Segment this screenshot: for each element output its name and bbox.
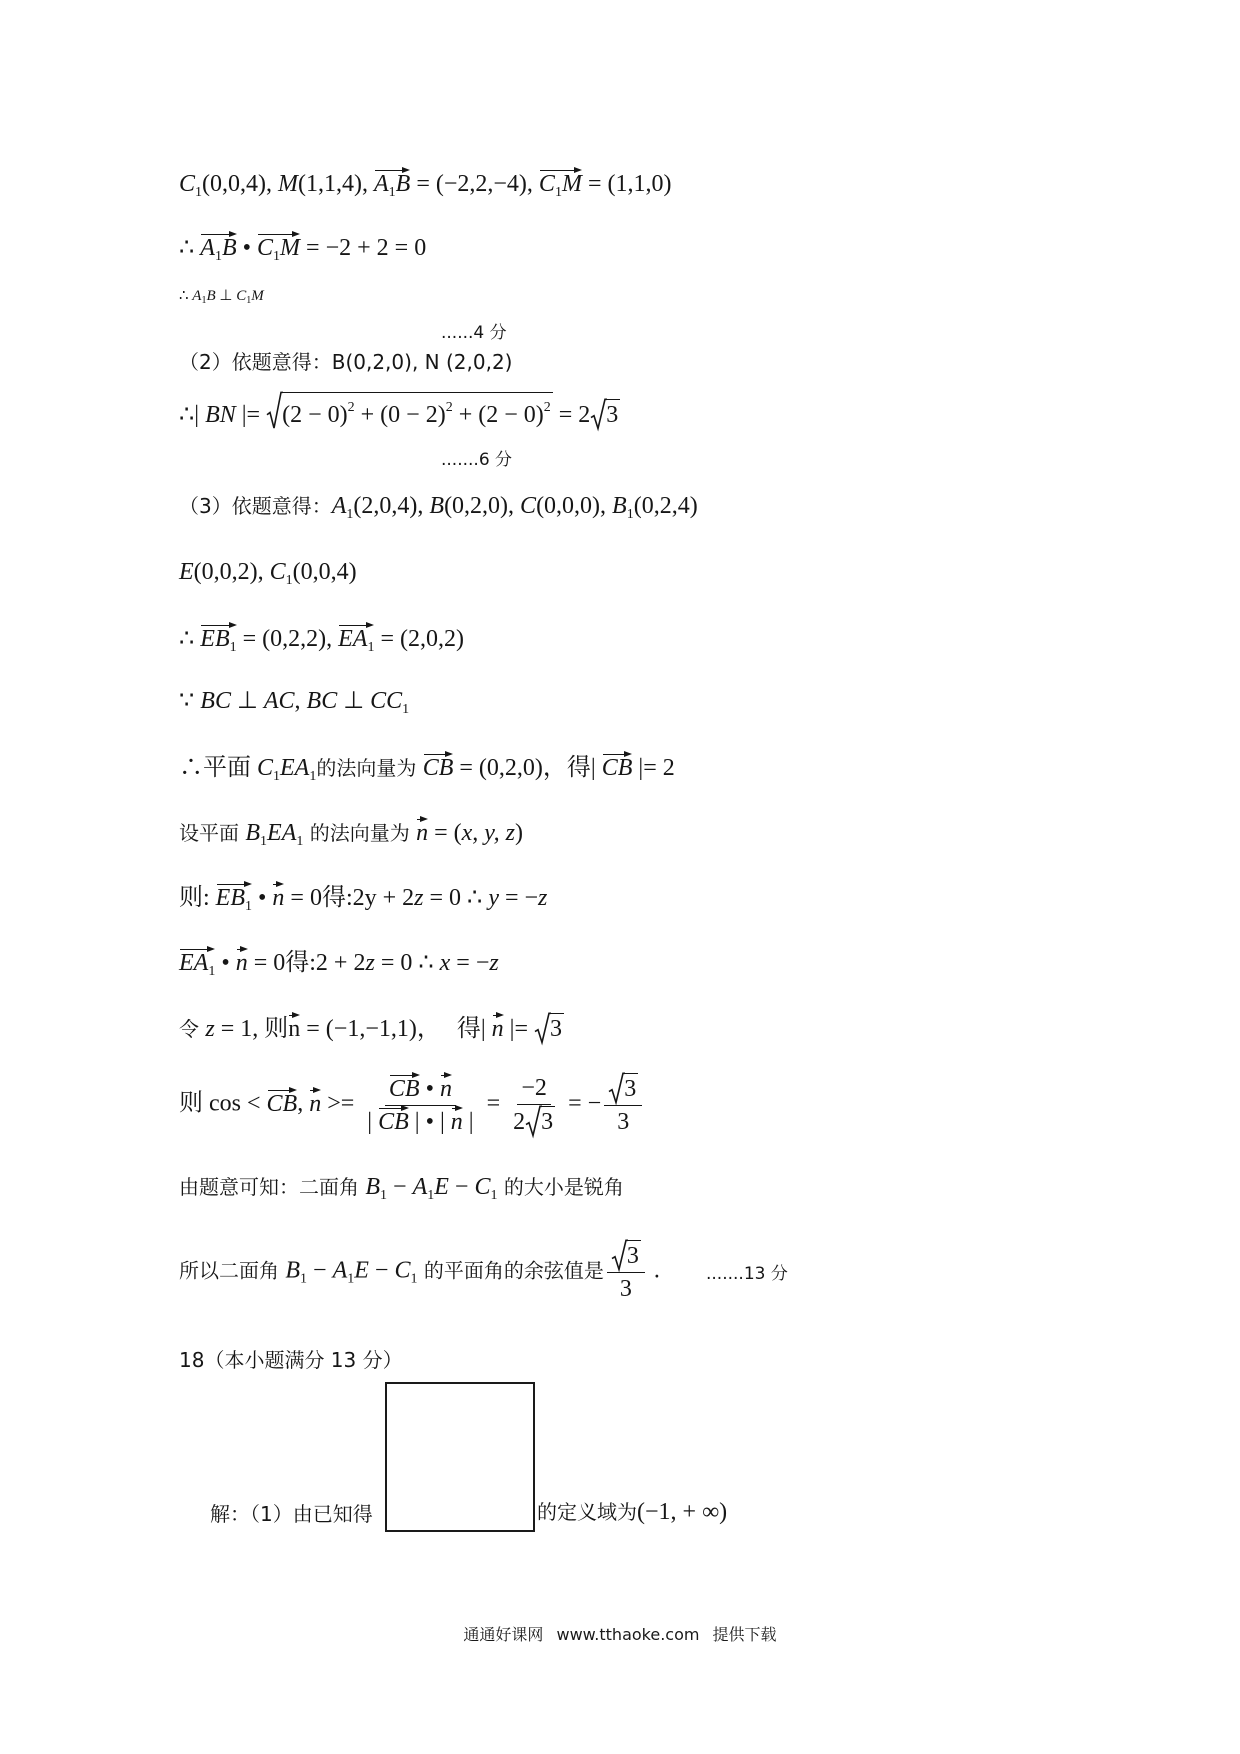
math-text: 令 <box>179 1017 206 1041</box>
math-subscript: 1 <box>201 295 207 306</box>
math-text: 3 <box>619 1276 632 1302</box>
math-text: • <box>215 950 236 976</box>
math-text: | <box>462 1108 474 1135</box>
math-text: − <box>448 1174 475 1200</box>
math-text: ⊥ <box>215 288 237 304</box>
math-variable: B <box>221 235 237 261</box>
math-text: 则 cos < <box>179 1090 267 1117</box>
vector-arrow <box>389 1074 420 1104</box>
math-text: (0,2,4) <box>633 493 698 519</box>
math-text: (−1, + ∞) <box>637 1499 728 1525</box>
radicand <box>626 1240 641 1271</box>
math-text: 的大小是锐角 <box>497 1175 624 1199</box>
math-variable: E <box>179 559 194 585</box>
math-variable: CB <box>388 1075 420 1102</box>
math-variable: n <box>288 1016 301 1042</box>
math-text: 3 <box>606 402 619 428</box>
math-variable: x, y, z <box>461 820 515 846</box>
math-text: (0,0,0), <box>536 493 613 519</box>
math-text: ，得| <box>542 755 602 781</box>
math-variable: A <box>200 235 215 261</box>
math-text: (0,2,0), <box>444 493 521 519</box>
fraction <box>607 1240 645 1304</box>
math-text: 的平面角的余弦值是 <box>417 1258 604 1283</box>
math-subscript: 1 <box>402 702 410 717</box>
line-acute-angle <box>179 1172 624 1211</box>
fraction-numerator <box>604 1073 642 1106</box>
math-variable: BC <box>200 688 231 714</box>
math-text: ) <box>514 820 523 846</box>
math-subscript: 1 <box>427 1188 435 1203</box>
math-text: (1,1,4), <box>298 171 374 197</box>
math-text: ∴平面 <box>179 755 257 781</box>
math-text: = 0得:2 + 2 <box>247 950 366 976</box>
math-subscript: 1 <box>195 185 203 200</box>
math-text: − <box>368 1257 395 1284</box>
math-text: = <box>480 1090 507 1117</box>
math-subscript: 1 <box>296 834 304 849</box>
math-variable: EA <box>179 950 209 976</box>
line-bc-perpendicular <box>179 686 409 725</box>
math-text: （3）依题意得： <box>179 494 332 518</box>
fraction <box>363 1074 477 1137</box>
vector-arrow <box>378 1107 409 1137</box>
solution-part-1-intro: 解：（1）由已知得 <box>210 1502 373 1526</box>
math-variable: n <box>439 1075 452 1102</box>
square-root <box>534 1013 564 1044</box>
vector-arrow <box>200 624 236 663</box>
math-text: 得| <box>456 1016 492 1042</box>
math-text: = (0,2,2), <box>236 626 339 652</box>
line-eb1-dot-n <box>179 883 547 922</box>
math-superscript: 2 <box>347 400 355 415</box>
vector-arrow <box>272 883 284 913</box>
vector-arrow <box>288 1014 300 1044</box>
math-text: 3 <box>541 1109 554 1135</box>
math-variable: E <box>434 1174 449 1200</box>
math-variable: n <box>272 885 285 911</box>
math-subscript: 1 <box>554 185 562 200</box>
math-text: = −2 + 2 = 0 <box>300 235 427 261</box>
line-let-z-equal-1 <box>179 1013 564 1044</box>
math-text: −2 <box>521 1075 547 1101</box>
line-dot-product <box>179 233 426 272</box>
radicand <box>623 1073 638 1104</box>
math-text: | • | <box>408 1108 451 1135</box>
math-variable: z <box>365 950 375 976</box>
math-text: (2,0,4), <box>353 493 430 519</box>
math-variable: M <box>280 235 301 261</box>
math-text: (0,0,4), <box>202 171 278 197</box>
fraction-denominator <box>613 1106 633 1137</box>
math-text: • <box>419 1075 440 1102</box>
math-subscript: 1 <box>346 507 354 522</box>
math-variable: n <box>450 1108 463 1135</box>
math-text: 3 <box>626 1243 639 1269</box>
math-text: = 2 <box>552 402 591 428</box>
math-variable: A <box>332 1257 348 1284</box>
fraction <box>604 1073 642 1137</box>
line-c1-m-vectors <box>179 169 671 208</box>
math-variable: n <box>491 1016 504 1042</box>
fraction-denominator <box>616 1273 636 1304</box>
math-subscript: 1 <box>273 249 281 264</box>
math-variable: n <box>235 950 248 976</box>
math-variable: B <box>395 171 411 197</box>
radicand <box>605 399 620 430</box>
square-root <box>590 399 620 430</box>
radicand <box>549 1013 564 1044</box>
line-ea1-dot-n <box>179 948 499 987</box>
math-subscript: 1 <box>214 249 222 264</box>
math-subscript: 1 <box>388 185 396 200</box>
radical-sign <box>611 1240 627 1271</box>
math-variable: A <box>412 1174 428 1200</box>
math-text: = − <box>562 1090 602 1117</box>
math-text: + (0 − 2) <box>354 402 446 428</box>
vector-arrow <box>267 1089 298 1119</box>
math-text: • <box>252 885 273 911</box>
math-text: = 0 ∴ <box>423 885 489 911</box>
vector-arrow <box>440 1074 452 1104</box>
fraction-denominator <box>509 1105 559 1137</box>
vector-arrow <box>539 169 582 208</box>
math-text: 的法向量为 <box>303 821 417 845</box>
math-text: , <box>294 688 307 714</box>
math-text: |= <box>235 402 267 428</box>
math-text: 的定义域为 <box>537 1500 637 1524</box>
math-text: 3 <box>617 1109 630 1135</box>
math-variable: C <box>179 171 196 197</box>
math-subscript: 1 <box>300 1271 308 1287</box>
math-variable: C <box>474 1174 491 1200</box>
math-subscript: 1 <box>245 899 252 914</box>
math-variable: CC <box>370 688 403 714</box>
math-text: − <box>307 1257 333 1284</box>
line-normal-vector-n <box>179 818 523 857</box>
math-subscript: 1 <box>410 1271 418 1287</box>
math-variable: z <box>414 885 424 911</box>
math-text: | <box>367 1108 379 1135</box>
radicand <box>540 1106 555 1137</box>
part-3-heading <box>179 491 698 530</box>
math-variable: C <box>269 559 286 585</box>
square-root <box>525 1106 555 1137</box>
math-variable: EA <box>280 755 310 781</box>
score-mark-13: .......13 分 <box>706 1264 788 1284</box>
math-text: = (1,1,0) <box>581 171 672 197</box>
math-variable: M <box>251 288 264 304</box>
math-variable: CB <box>601 755 633 781</box>
math-text: = (−2,2,−4), <box>410 171 539 197</box>
math-variable: BN <box>205 402 236 428</box>
math-variable: C <box>236 288 247 304</box>
math-subscript: 1 <box>229 640 237 655</box>
line-normal-vector-cb <box>179 753 675 792</box>
score-mark-4: ......4 分 <box>441 323 507 343</box>
vector-arrow <box>200 233 236 272</box>
vector-arrow <box>602 753 633 783</box>
vector-arrow <box>416 818 428 848</box>
math-variable: EB <box>215 885 245 911</box>
square-root <box>611 1240 641 1271</box>
math-variable: B <box>612 493 627 519</box>
math-subscript: 1 <box>347 1271 355 1287</box>
math-text: ⊥ <box>230 688 264 714</box>
math-text: ∴ <box>179 288 193 304</box>
radical-sign <box>608 1073 624 1104</box>
math-subscript: 1 <box>273 769 281 784</box>
fraction <box>509 1073 559 1137</box>
math-text: 的法向量为 <box>316 756 423 780</box>
fraction-numerator <box>385 1074 456 1106</box>
math-text: |= <box>503 1016 534 1042</box>
math-text: ∵ <box>179 688 201 714</box>
math-text: = − <box>450 950 490 976</box>
math-subscript: 1 <box>626 507 634 522</box>
math-variable: A <box>192 288 202 304</box>
radical-sign <box>590 399 606 430</box>
math-variable: z <box>538 885 548 911</box>
math-subscript: 1 <box>490 1188 498 1203</box>
part-2-heading: （2）依题意得：B(0,2,0), N (2,0,2) <box>179 350 513 374</box>
vector-arrow <box>338 624 374 663</box>
line-bn-length <box>179 392 620 430</box>
math-variable: B <box>245 820 261 846</box>
math-text: >= <box>321 1090 361 1117</box>
math-variable: EA <box>338 626 368 652</box>
math-variable: B <box>206 288 216 304</box>
math-variable: C <box>538 171 555 197</box>
vector-arrow <box>216 883 252 922</box>
math-text: (2 − 0) <box>282 402 348 428</box>
math-variable: EB <box>200 626 230 652</box>
math-variable: n <box>416 820 429 846</box>
math-variable: C <box>394 1257 411 1284</box>
math-variable: B <box>429 493 445 519</box>
line-e-c1-points <box>179 557 357 596</box>
math-variable: x <box>439 950 451 976</box>
vector-arrow <box>179 948 215 987</box>
math-text: ⊥ <box>337 688 371 714</box>
math-variable: CB <box>422 755 454 781</box>
math-variable: n <box>309 1090 322 1117</box>
math-variable: A <box>331 493 347 519</box>
math-subscript: 1 <box>367 640 375 655</box>
square-root <box>266 392 553 430</box>
math-text: − <box>387 1174 413 1200</box>
math-subscript: 1 <box>285 573 293 588</box>
math-variable: AC <box>263 688 295 714</box>
math-text: 由题意可知：二面角 <box>179 1175 366 1199</box>
vector-arrow <box>236 948 248 978</box>
vector-arrow <box>309 1089 321 1119</box>
math-text: ∴ <box>179 235 201 261</box>
math-subscript: 1 <box>246 295 252 306</box>
vector-arrow <box>374 169 410 208</box>
solution-part-1-domain <box>537 1497 727 1527</box>
math-text: 所以二面角 <box>179 1258 286 1283</box>
square-root <box>608 1073 638 1104</box>
math-text: = (0,2,0) <box>453 755 543 781</box>
math-text: = 0得:2y + 2 <box>284 885 415 911</box>
math-variable: C <box>520 493 537 519</box>
math-variable: y <box>488 885 499 911</box>
math-variable: CB <box>378 1108 409 1135</box>
math-superscript: 2 <box>543 400 551 415</box>
math-variable: B <box>285 1257 301 1284</box>
radical-sign <box>534 1013 550 1044</box>
math-text: 则: <box>179 885 216 911</box>
line-eb1-ea1-vectors <box>179 624 464 663</box>
math-text: . <box>647 1257 660 1284</box>
math-superscript: 2 <box>445 400 453 415</box>
math-text: = ( <box>428 820 462 846</box>
line-perpendicular <box>179 286 264 311</box>
math-variable: E <box>354 1257 369 1284</box>
radical-sign <box>266 392 282 430</box>
math-variable: A <box>373 171 389 197</box>
math-variable: C <box>257 755 274 781</box>
vector-arrow <box>492 1014 504 1044</box>
score-mark-6: .......6 分 <box>441 450 513 470</box>
line-final-cosine <box>179 1240 660 1304</box>
vector-arrow <box>451 1107 463 1137</box>
math-variable: z <box>489 950 499 976</box>
fraction-numerator <box>607 1240 645 1273</box>
math-text: = 0 ∴ <box>374 950 440 976</box>
math-variable: M <box>561 171 582 197</box>
math-subscript: 1 <box>380 1188 388 1203</box>
math-text: • <box>236 235 258 261</box>
vector-arrow <box>423 753 454 783</box>
math-subscript: 1 <box>309 769 317 784</box>
math-text: = 1, 则 <box>214 1016 289 1042</box>
line-cosine-formula <box>179 1073 645 1137</box>
math-text: 2 <box>513 1109 526 1135</box>
math-variable: EA <box>267 820 297 846</box>
math-text: 3 <box>550 1016 562 1042</box>
radicand <box>281 392 553 430</box>
math-text: ∴| <box>179 402 206 428</box>
math-text: = (2,0,2) <box>374 626 464 652</box>
math-text: (0,0,2), <box>193 559 270 585</box>
vector-arrow <box>257 233 300 272</box>
math-text: = (−1,−1,1)， <box>300 1016 441 1042</box>
fraction-numerator <box>517 1073 551 1105</box>
math-variable: C <box>257 235 274 261</box>
math-variable: BC <box>306 688 338 714</box>
formula-image-placeholder <box>385 1382 535 1532</box>
math-variable: B <box>365 1174 381 1200</box>
math-text: , <box>297 1090 310 1117</box>
math-text: = − <box>498 885 539 911</box>
radical-sign <box>525 1106 541 1137</box>
math-text: 3 <box>624 1076 637 1102</box>
math-text: (0,0,4) <box>292 559 357 585</box>
fraction-denominator <box>363 1106 477 1137</box>
math-subscript: 1 <box>208 964 216 979</box>
math-subscript: 1 <box>260 834 268 849</box>
math-text: + (2 − 0) <box>452 402 544 428</box>
page-footer: 通通好课网 www.tthaoke.com 提供下载 <box>463 1625 777 1644</box>
math-variable: CB <box>266 1090 298 1117</box>
question-18-heading: 18（本小题满分 13 分） <box>179 1348 403 1372</box>
math-text: 设平面 <box>179 821 246 845</box>
math-variable: z <box>205 1016 215 1042</box>
math-text: |= 2 <box>632 755 675 781</box>
math-text: ∴ <box>179 626 201 652</box>
math-variable: M <box>278 171 298 197</box>
